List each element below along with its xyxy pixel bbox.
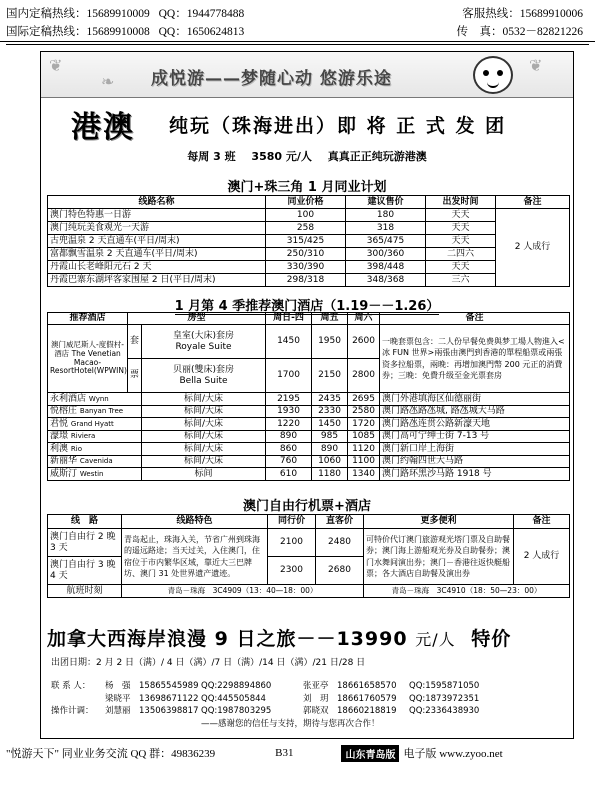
flight-row: 航班时刻 青岛－珠海 3C4909（13：40—18：00） 青岛－珠海 3C4910（18：50—23：00）: [48, 585, 570, 598]
slogan-text: 成悦游——梦随心动 悠游乐途: [151, 69, 392, 89]
page-header: [6, 4, 589, 40]
table-row: 富都飘雪温泉 2 天直通车(平日/周末) 250/310 300/360 二四六: [48, 248, 570, 261]
slogan-banner: [41, 52, 573, 98]
venetian-note: 一晚套票包含：二人份早餐免费與梦工場人物進入<冰 FUN 世界>兩張由澳門到香港的單程船票或兩張资多拉船票，兩晚：再增加澳門幣 200 元正的消費券；三晚：免費升级至金光票套房: [380, 325, 570, 393]
route-features: 青岛起止，珠海入关，节省广州到珠海的遥远路途；当天过关，入住澳门，住宿位于市内繁华区域，靠近大三巴牌坊、澳门 31 处世界遗产遗迹。: [122, 529, 268, 585]
table-row: 丹霞山长老峰阳元石 2 天 330/390 398/448 天天: [48, 261, 570, 274]
fax-number: 传 真：0532－82821226: [456, 26, 583, 38]
title-subline: [41, 148, 573, 164]
table-row: 利澳 Rio 标间/大床 860 890 1120 澳门新口岸上海街: [48, 443, 570, 456]
col-header: 备注: [496, 196, 570, 209]
table-row: 票 贝丽(雙床)套房 Bella Suite 1700 2150 2800: [48, 359, 570, 393]
ad-frame: ❦ ❧ 成悦游——梦随心动 悠游乐途 ❦ 港澳 纯玩（珠海进出）即 将 正 式 发 团 每周 3 班 3580 元/人 真真正正纯玩游港澳 澳门+珠三角 1 月同业计划 线路名称 同业价格 建议售价 出发时间 备注 澳门特色特惠一日游 100 180 天天 2 人成行 澳门纯玩美食观光一天游 258 318 天天 古兜温泉 2 天直通车(平日/周末) 315/425 365/475 天天 富都飘雪温泉 2 天直通车(平日/周末) 250/310 300/360 二四六 丹霞山长老峰阳元石 2 天 330/390 398/448 天天 丹霞巴寨东湖坪客家围屋 2 日(平日/周末) 298/318 348/368 三六 1 月第 4 季推荐澳门酒店（1.19－－1.26） 推荐酒店 房型 周日-四 周五 周六 备注 澳门威尼斯人-度假村-酒店 The Venetian Macao-ResortHotel(WPWIN) 套 皇室(大床)套房 Royale Suite 1450 1950 2600 一晚套票包含：二人份早餐免费與梦工場人物進入<冰 FUN 世界>兩張由澳門到香港的單程船票或兩張资多拉船票，兩晚：再增加澳門幣 200 元正的消費券；三晚：免費升级至金光票套房 票 贝丽(雙床)套房 Bella Suite 1700 2150 2800 永利酒店 Wynn 标间/大床 2195 2435 2695 澳门外港填海区仙德丽街 悦榕庄 Banyan Tree 标间/大床 1930 2330 2580 澳门路氹路氹城, 路氹城大马路 君悦 Grand Hyatt 标间/大床 1220 1450 1720 澳门路氹连贯公路新濠天地 濠璟 Riviera 标间/大床 890 985 1085 澳门高可宁绅士街 7-13 号 利澳 Rio 标间/大床 860 890 1120 澳门新口岸上海街 新丽华 Cavenida 标间/大床 760 1060 1100 澳门约翰四世大马路 威斯汀 Westin 标间 610 1180 1340 澳门路环黑沙马路 1918 号 澳门自由行机票+酒店 线 路 线路特色 同行价 直客价 更多便利 备注 澳门自由行 2 晚 3 天 青岛起止，珠海入关，节省广州到珠海的遥远路途；当天过关，入住澳门，住宿位于市内繁华区域，靠近大三巴牌坊、澳门 31 处世界遗产遗迹。 2100 2480 可特价代订澳门旅游观光塔门票及自助餐券；澳门海上游船观光券及自助餐券；澳门水舞间演出券；澳门－香港往返快艇船票；各大酒店自助餐及演出券 2 人成行 澳门自由行 3 晚 4 天 2300 2680 航班时刻 青岛－珠海 3C4909（13：40—18：00） 青岛－珠海 3C4910（18：50—23：00） 加拿大西海岸浪漫 9 日之旅－－13990 元/人 特价 出团日期：2 月 2 日（满）/ 4 日（满）/7 日（满）/14 日（满）/21 日/28 日 联 系 人： 杨 强 15865545989 QQ:2298894860 张亚亭 18661658570 QQ:1595871050 梁晓平 13698671122 QQ:445505844 刘 玥 18661760579 QQ:1873972351 操作计调： 刘慧丽 13506398817 QQ:1987803295 郭晓双 18660218819 QQ:2336438930 ——感谢您的信任与支持，期待与您再次合作！: [40, 51, 574, 739]
col-header: 房型: [128, 313, 266, 325]
header-divider: [0, 41, 595, 42]
table-row: 新丽华 Cavenida 标间/大床 760 1060 1100 澳门约翰四世大马路: [48, 455, 570, 468]
mascot-icon: [473, 56, 513, 94]
col-header: 更多便利: [364, 515, 514, 529]
col-header: 线 路: [48, 515, 122, 529]
edition-badge: 山东青岛版: [341, 745, 399, 762]
title-sub: 纯玩（珠海进出）即 将 正 式 发 团: [169, 115, 507, 137]
price: 3580 元/人: [251, 150, 312, 163]
col-header: 直客价: [316, 515, 364, 529]
frequency: 每周 3 班: [187, 150, 236, 163]
table-row: 澳门自由行 2 晚 3 天 青岛起止，珠海入关，节省广州到珠海的遥远路途；当天过关，入住澳门，住宿位于市内繁华区域，靠近大三巴牌坊、澳门 31 处世界遗产遗迹。 2100 2480 可特价代订澳门旅游观光塔门票及自助餐券；澳门海上游船观光券及自助餐券；澳门水舞间演出券；澳门－香港往返快艇船票；各大酒店自助餐及演出券 2 人成行: [48, 529, 570, 557]
table-row: 澳门威尼斯人-度假村-酒店 The Venetian Macao-ResortHotel(WPWIN) 套 皇室(大床)套房 Royale Suite 1450 1950 2600 一晚套票包含：二人份早餐免费與梦工場人物進入<冰 FUN 世界>兩張由澳門到香港的單程船票或兩張资多拉船票，兩晚：再增加澳門幣 200 元正的消費券；三晚：免費升级至金光票套房: [48, 325, 570, 359]
col-header: 周五: [312, 313, 348, 325]
intl-qq: QQ：1650624813: [158, 26, 245, 38]
table-row: 悦榕庄 Banyan Tree 标间/大床 1930 2330 2580 澳门路氹路氹城, 路氹城大马路: [48, 405, 570, 418]
remark-cell: 2 人成行: [496, 209, 570, 287]
intl-hotline: 国际定稿热线：15689910008: [6, 26, 150, 38]
flourish-icon: ❦: [529, 56, 543, 75]
hotel-table: [47, 312, 570, 481]
venetian-name: 澳门威尼斯人-度假村-酒店 The Venetian Macao-ResortHotel(WPWIN): [48, 325, 128, 393]
departure-dates: 出团日期：2 月 2 日（满）/ 4 日（满）/7 日（满）/14 日（满）/21 日/28 日: [51, 658, 366, 668]
tour-plan-table: [47, 195, 570, 287]
col-header: 周日-四: [266, 313, 312, 325]
header-divider-thin: [6, 44, 589, 45]
page-footer: [6, 744, 589, 762]
col-header: 同行价: [268, 515, 316, 529]
hk-macau-title: [41, 102, 573, 146]
table-row: 丹霞巴寨东湖坪客家围屋 2 日(平日/周末) 298/318 348/368 三六: [48, 274, 570, 287]
tagline: 真真正正纯玩游港澳: [327, 150, 427, 163]
col-header: 线路特色: [122, 515, 268, 529]
section2-title: 1 月第 4 季推荐澳门酒店（1.19－－1.26）: [174, 299, 440, 314]
suite-label: 票: [128, 359, 142, 393]
title-big: 港澳: [71, 110, 135, 145]
domestic-hotline: 国内定稿热线：15689910009: [6, 8, 150, 20]
table-row: 濠璟 Riviera 标间/大床 890 985 1085 澳门高可宁绅士街 7-13 号: [48, 430, 570, 443]
col-header: 出发时间: [426, 196, 496, 209]
table-row: 永利酒店 Wynn 标间/大床 2195 2435 2695 澳门外港填海区仙德丽街: [48, 393, 570, 406]
more-services: 可特价代订澳门旅游观光塔门票及自助餐券；澳门海上游船观光券及自助餐券；澳门水舞间演出券；澳门－香港往返快艇船票；各大酒店自助餐及演出券: [364, 529, 514, 585]
domestic-qq: QQ：1944778488: [158, 8, 245, 20]
package-table: [47, 514, 570, 598]
qq-group: "悦游天下" 同业业务交流 QQ 群：49836239: [6, 748, 216, 760]
section3-title: 澳门自由行机票+酒店: [243, 499, 371, 514]
website: 电子版 www.zyoo.net: [403, 748, 503, 760]
section1-title: 澳门+珠三角 1 月同业计划: [227, 180, 387, 195]
page-number: B31: [275, 747, 294, 759]
col-header: 推荐酒店: [48, 313, 128, 325]
table-row: 威斯汀 Westin 标间 610 1180 1340 澳门路环黑沙马路 1918 号: [48, 468, 570, 481]
table-row: 澳门自由行 3 晚 4 天 2300 2680: [48, 557, 570, 585]
col-header: 备注: [380, 313, 570, 325]
service-hotline: 客服热线：15689910006: [462, 8, 583, 20]
table-row: 君悦 Grand Hyatt 标间/大床 1220 1450 1720 澳门路氹连贯公路新濠天地: [48, 418, 570, 431]
col-header: 备注: [514, 515, 570, 529]
flourish-icon: ❧: [101, 72, 115, 91]
col-header: 周六: [348, 313, 380, 325]
col-header: 线路名称: [48, 196, 266, 209]
col-header: 同业价格: [266, 196, 346, 209]
canada-promo: 加拿大西海岸浪漫 9 日之旅－－13990 元/人 特价: [47, 628, 512, 650]
suite-label: 套: [128, 325, 142, 359]
table-row: 澳门纯玩美食观光一天游 258 318 天天: [48, 222, 570, 235]
flourish-icon: ❦: [49, 56, 63, 75]
col-header: 建议售价: [346, 196, 426, 209]
table-row: 澳门特色特惠一日游 100 180 天天 2 人成行: [48, 209, 570, 222]
table-row: 古兜温泉 2 天直通车(平日/周末) 315/425 365/475 天天: [48, 235, 570, 248]
remark-cell: 2 人成行: [514, 529, 570, 585]
